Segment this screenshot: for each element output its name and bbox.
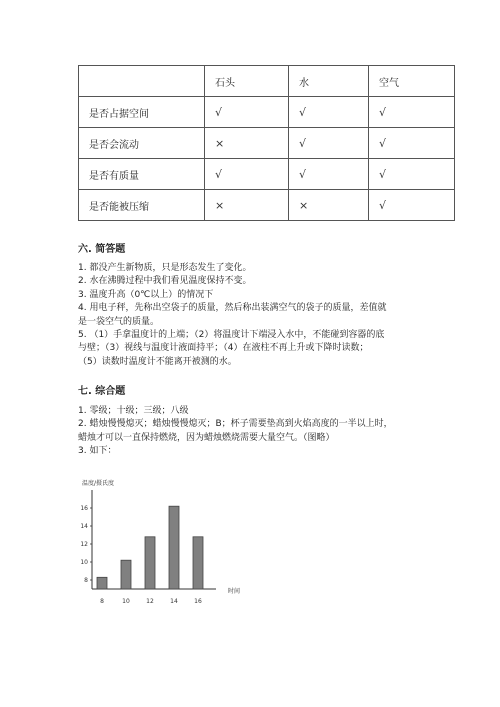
bar <box>97 577 107 589</box>
temperature-bar-chart <box>78 472 258 612</box>
table-cell: × <box>205 190 289 221</box>
section-6-heading: 六. 简答题 <box>78 244 126 255</box>
table-cell: √ <box>369 128 455 159</box>
y-tick-label: 12 <box>80 541 88 548</box>
y-tick-label: 10 <box>80 559 88 566</box>
row-label: 是否占据空间 <box>79 97 205 128</box>
header-cell: 空气 <box>369 66 455 97</box>
y-axis-label: 温度/摄氏度 <box>82 480 115 487</box>
table-cell: √ <box>289 128 369 159</box>
x-tick-label: 10 <box>122 598 130 605</box>
section-7-answers <box>78 405 438 459</box>
header-cell: 水 <box>289 66 369 97</box>
table-cell: √ <box>289 159 369 190</box>
y-tick-label: 14 <box>80 523 88 530</box>
bar <box>193 537 203 589</box>
section-6-answers <box>78 262 438 369</box>
answer-line: 2. 蜡烛慢慢熄灭；蜡烛慢慢熄灭；B；杯子需要垫高到火焰高度的一半以上时， <box>78 419 393 430</box>
table-row <box>79 159 455 190</box>
x-tick-label: 14 <box>170 598 178 605</box>
table-cell: √ <box>369 159 455 190</box>
header-cell: 石头 <box>205 66 289 97</box>
answer-line: 5. （1）手拿温度计的上端；（2）将温度计下端浸入水中，不能碰到容器的底 <box>78 330 385 341</box>
answer-line: 与壁；（3）视线与温度计液面持平；（4）在液柱不再上升或下降时读数； <box>78 343 369 354</box>
section-7-heading: 七. 综合题 <box>78 386 126 397</box>
x-tick-label: 16 <box>194 598 202 605</box>
table-cell: √ <box>369 97 455 128</box>
bar <box>169 506 179 589</box>
table-row <box>79 97 455 128</box>
property-table <box>78 65 455 221</box>
answer-line: 3. 如下： <box>78 446 117 457</box>
row-label: 是否有质量 <box>79 159 205 190</box>
table-header-row <box>79 66 455 97</box>
table-row <box>79 190 455 221</box>
x-tick-label: 12 <box>146 598 154 605</box>
answer-line: （5）读数时温度计不能离开被测的水。 <box>78 356 237 367</box>
x-axis-label: 时间 <box>228 588 241 595</box>
y-tick-label: 16 <box>80 505 88 512</box>
answer-line: 是一袋空气的质量。 <box>78 316 160 327</box>
table-cell: × <box>205 128 289 159</box>
row-label: 是否会流动 <box>79 128 205 159</box>
answer-line: 3. 温度升高（0℃以上）的情况下 <box>78 289 214 300</box>
answer-line: 1. 零级；十级；三级；八级 <box>78 406 189 416</box>
y-tick-label: 8 <box>84 577 88 584</box>
answer-line: 2. 水在沸腾过程中我们看见温度保持不变。 <box>78 276 252 287</box>
table-cell: √ <box>369 190 455 221</box>
bar <box>145 537 155 589</box>
answer-line: 4. 用电子秤，先称出空袋子的质量，然后称出装满空气的袋子的质量，差值就 <box>78 303 387 314</box>
answer-line: 蜡烛才可以一直保持燃烧，因为蜡烛燃烧需要大量空气。（图略） <box>78 432 335 443</box>
table-cell: √ <box>205 159 289 190</box>
bar <box>121 560 131 589</box>
header-cell <box>79 66 205 97</box>
answer-line: 1. 都没产生新物质，只是形态发生了变化。 <box>78 263 252 273</box>
table-cell: √ <box>289 97 369 128</box>
x-tick-label: 8 <box>100 598 104 605</box>
table-cell: × <box>289 190 369 221</box>
row-label: 是否能被压缩 <box>79 190 205 221</box>
table-row <box>79 128 455 159</box>
table-cell: √ <box>205 97 289 128</box>
